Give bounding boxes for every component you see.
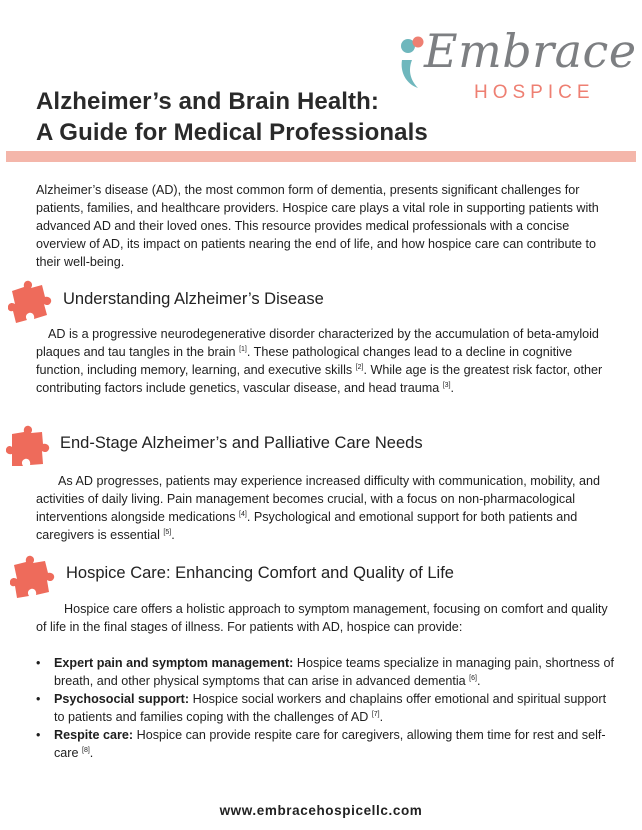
hospice-benefits-list xyxy=(36,654,620,762)
accent-bar xyxy=(6,151,636,162)
bullet-text: Hospice teams specialize in managing pain, shortness of breath, and other physical symptoms that can arise in advanced dementia xyxy=(54,656,614,688)
citation-ref: [2] xyxy=(355,363,364,371)
title-line-2: A Guide for Medical Professionals xyxy=(36,119,428,146)
text-run: As AD progresses, patients may experience increased difficulty with communication, mobility, and activities of daily living. Pain management becomes crucial, with a focus on non-pharmacological interventions alongside medications xyxy=(36,474,601,524)
text-run: . These pathological changes lead to a decline in cognitive function, including memory, learning, and executive skills xyxy=(36,345,573,377)
citation-ref: [1] xyxy=(239,345,247,353)
logo-subtext: HOSPICE xyxy=(474,82,595,103)
list-item xyxy=(36,654,620,690)
text-run: . While age is the greatest risk factor, other contributing factors include genetics, vascular disease, and head trauma xyxy=(36,363,603,395)
citation-ref: [4] xyxy=(239,510,247,518)
list-item xyxy=(36,690,620,726)
text-run: Hospice care offers a holistic approach to symptom management, focusing on comfort and quality of life in the final stages of illness. For patients with AD, hospice can provide: xyxy=(36,602,608,634)
bullet-text: Hospice can provide respite care for caregivers, allowing them time for rest and self-care xyxy=(54,728,606,760)
section-title-understanding: Understanding Alzheimer’s Disease xyxy=(63,290,324,308)
title-line-1: Alzheimer’s and Brain Health: xyxy=(36,88,379,115)
bullet-end: . xyxy=(476,674,481,688)
logo-wordmark: Embrace xyxy=(424,24,637,78)
citation-ref: [7] xyxy=(371,710,380,718)
puzzle-piece-icon xyxy=(10,553,56,599)
text-run: . xyxy=(450,381,455,395)
section-paragraph-end-stage xyxy=(36,472,620,544)
bullet-end: . xyxy=(379,710,384,724)
page-title xyxy=(36,86,428,148)
section-paragraph-understanding xyxy=(36,325,620,397)
puzzle-piece-icon xyxy=(8,277,54,323)
text-run: . xyxy=(171,528,175,542)
section-paragraph-hospice-care xyxy=(36,600,620,636)
intro-paragraph: Alzheimer’s disease (AD), the most common form of dementia, presents significant challenges for patients, families, and healthcare providers. Hospice care plays a vital role in supporting patients with advanced AD and their loved ones. This resource provides medical professionals with a concise overview of AD, its impact on patients nearing the end of life, and how hospice care can contribute to their well-being. xyxy=(36,183,599,269)
list-item xyxy=(36,726,620,762)
text-run: . Psychological and emotional support for both patients and caregivers is essential xyxy=(36,510,578,542)
bullet-text: Hospice social workers and chaplains offer emotional and spiritual support to patients and families coping with the challenges of AD xyxy=(54,692,607,724)
bullet-heading: Respite care: xyxy=(54,728,134,742)
bullet-heading: Psychosocial support: xyxy=(54,692,190,706)
section-title-hospice-care: Hospice Care: Enhancing Comfort and Quality of Life xyxy=(66,564,454,582)
citation-ref: [6] xyxy=(469,674,477,682)
footer-url[interactable]: www.embracehospicellc.com xyxy=(219,803,423,818)
puzzle-piece-icon xyxy=(6,424,52,470)
embrace-hospice-logo xyxy=(396,14,637,106)
citation-ref: [5] xyxy=(163,528,172,536)
bullet-end: . xyxy=(89,746,94,760)
citation-ref: [8] xyxy=(82,746,90,754)
section-title-end-stage: End-Stage Alzheimer’s and Palliative Care Needs xyxy=(60,434,423,452)
citation-ref: [3] xyxy=(442,381,451,389)
text-run: AD is a progressive neurodegenerative disorder characterized by the accumulation of beta-amyloid plaques and tau tangles in the brain xyxy=(36,327,599,359)
bullet-heading: Expert pain and symptom management: xyxy=(54,656,294,670)
